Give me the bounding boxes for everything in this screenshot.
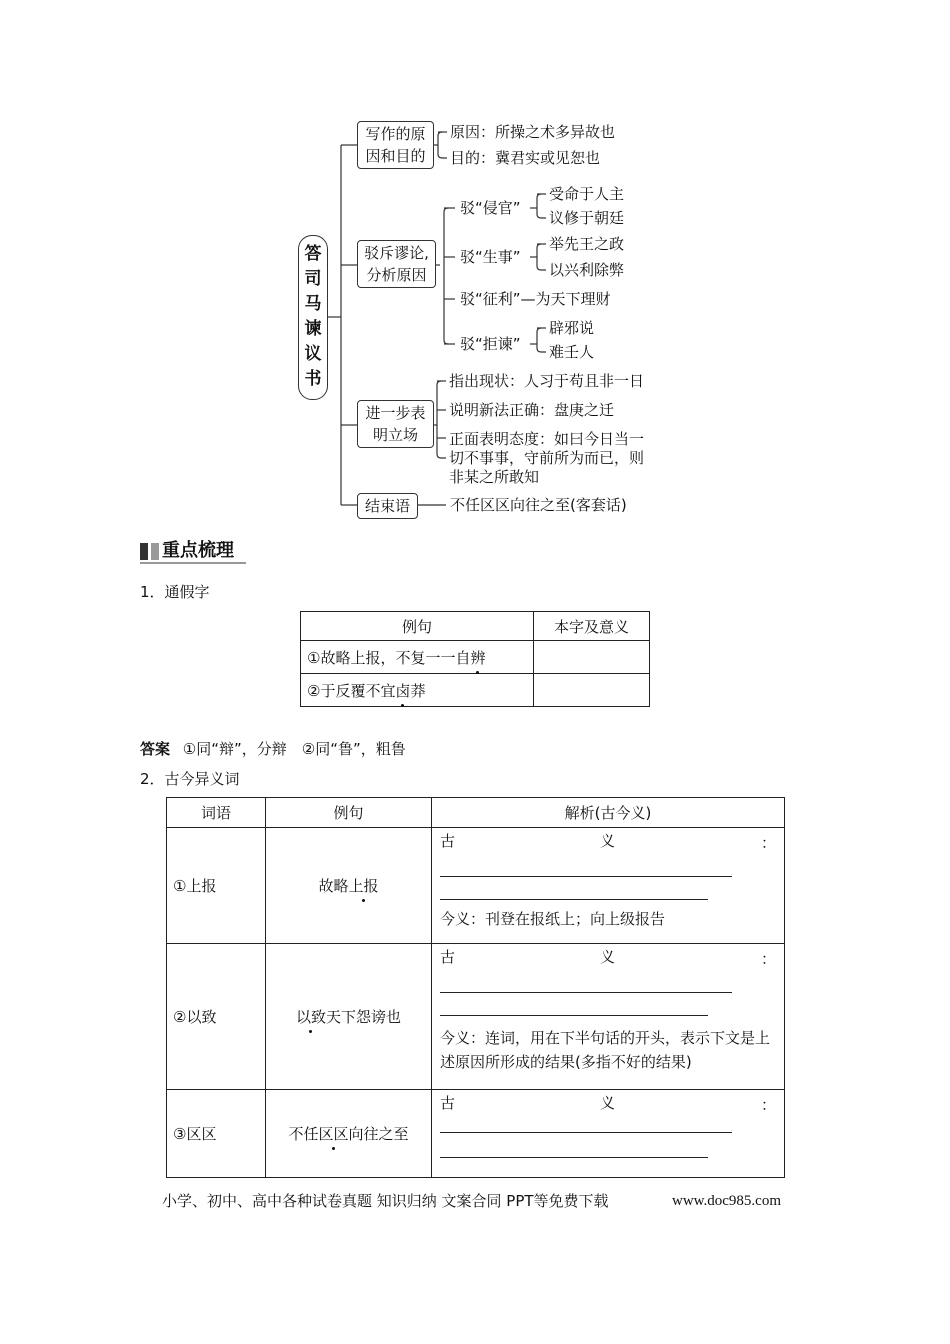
q1-table (300, 611, 650, 707)
mindmap-leaf: 驳“生事” (460, 248, 521, 266)
q1-header-example: 例句 (301, 612, 534, 641)
q1-heading: 1．通假字 (140, 583, 210, 601)
mindmap-leaf-line: 非某之所敢知 (449, 468, 540, 486)
table-row (167, 828, 785, 944)
q2-analysis-2: 古 义 ： 今义：连词，用在下半句话的开头，表示下文是上述原因所形成的结果(多指不好的结果) (432, 944, 785, 1090)
answer-blank (440, 899, 708, 900)
footer-left: 小学、初中、高中各种试卷真题 知识归纳 文案合同 PPT等免费下载 (162, 1192, 609, 1210)
q1-example-1: ①故略上报，不复一一自辨 (301, 641, 534, 674)
mindmap-root: 答司马谏议书 (304, 244, 322, 389)
q2-example-1: 故略上报 (266, 828, 432, 944)
footer-url[interactable]: www.doc985.com (672, 1193, 782, 1209)
mindmap-branch-purpose: 写作的原 因和目的 (357, 121, 434, 169)
q2-analysis-3: 古 义 ： (432, 1090, 785, 1178)
mindmap-leaf: 驳“侵官” (460, 199, 521, 217)
answer-blank (440, 1132, 732, 1133)
q1-example-2: ②于反覆不宜卤莽 (301, 674, 534, 707)
mindmap-subleaf: 以兴利除弊 (549, 261, 625, 279)
mindmap-branch-ending: 结束语 (357, 493, 418, 519)
mindmap-leaf-line: 正面表明态度：如曰今日当一 (449, 430, 645, 448)
q2-header-word: 词语 (167, 798, 266, 828)
section-marker (151, 543, 159, 560)
mindmap-subleaf: 难壬人 (549, 343, 595, 361)
answer-label: 答案 (140, 740, 171, 758)
mindmap-subleaf: 辟邪说 (549, 319, 595, 337)
mindmap-leaf: 目的：冀君实或见恕也 (450, 149, 601, 167)
section-underline (140, 562, 246, 564)
mindmap-subleaf: 受命于人主 (549, 185, 625, 203)
answer-blank (440, 876, 732, 877)
q2-word-1: ①上报 (167, 828, 266, 944)
q1-answer (140, 740, 406, 758)
q2-analysis-1: 古 义 ： 今义：刊登在报纸上；向上级报告 (432, 828, 785, 944)
table-row (301, 641, 650, 674)
q2-header-example: 例句 (266, 798, 432, 828)
q2-header-analysis: 解析(古今义) (432, 798, 785, 828)
mind-map (0, 0, 950, 530)
mindmap-leaf: 驳“拒谏” (460, 335, 521, 353)
answer-blank (440, 1157, 708, 1158)
mindmap-leaf: 说明新法正确：盘庚之迁 (449, 401, 615, 419)
answer-blank (440, 1015, 708, 1016)
mindmap-leaf: 不任区区向往之至(客套话) (450, 496, 627, 514)
q2-example-3: 不任区区向往之至 (266, 1090, 432, 1178)
mindmap-leaf: 驳“征利”—为天下理财 (460, 290, 611, 308)
q2-heading: 2．古今异义词 (140, 770, 240, 788)
q2-modern-meaning-1: 今义：刊登在报纸上；向上级报告 (440, 910, 666, 928)
answer-text: ①同“辩”，分辩 ②同“鲁”，粗鲁 (182, 740, 406, 758)
mindmap-leaf: 指出现状：人习于苟且非一日 (449, 372, 645, 390)
q1-answer-cell-1 (534, 641, 650, 674)
answer-blank (440, 992, 732, 993)
q2-table (166, 797, 785, 1178)
mindmap-branch-stance: 进一步表 明立场 (357, 400, 434, 448)
table-row (167, 1090, 785, 1178)
mindmap-subleaf: 举先王之政 (549, 235, 625, 253)
q2-word-2: ②以致 (167, 944, 266, 1090)
mindmap-leaf-line: 切不事事，守前所为而已，则 (449, 449, 645, 467)
table-row (167, 944, 785, 1090)
section-marker (140, 543, 148, 560)
q2-modern-meaning-2: 今义：连词，用在下半句话的开头，表示下文是上述原因所形成的结果(多指不好的结果) (440, 1029, 771, 1071)
section-title: 重点梳理 (162, 540, 234, 561)
mindmap-subleaf: 议修于朝廷 (549, 209, 625, 227)
q1-answer-cell-2 (534, 674, 650, 707)
q1-header-meaning: 本字及意义 (534, 612, 650, 641)
mindmap-branch-refute: 驳斥谬论, 分析原因 (357, 240, 436, 288)
q2-word-3: ③区区 (167, 1090, 266, 1178)
mindmap-leaf: 原因：所操之术多异故也 (450, 123, 616, 141)
table-row (301, 674, 650, 707)
q2-example-2: 以致天下怨谤也 (266, 944, 432, 1090)
